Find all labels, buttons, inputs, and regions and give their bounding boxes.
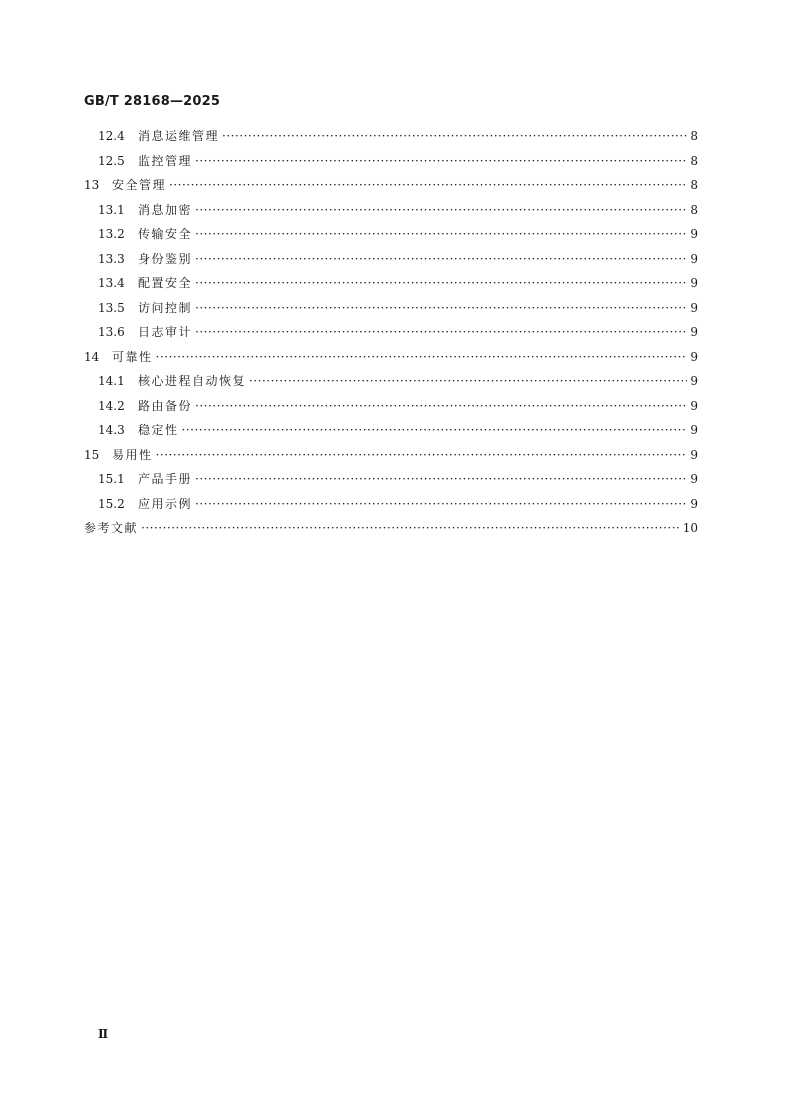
toc-entry-title: 稳定性 <box>138 423 179 437</box>
toc-entry-page: 9 <box>690 496 698 511</box>
toc-entry[interactable] <box>84 127 698 152</box>
toc-entry[interactable] <box>84 201 698 226</box>
toc-leader-dots <box>169 178 687 192</box>
toc-entry-number: 13.6 <box>98 325 125 339</box>
toc-entry-page: 9 <box>690 447 698 462</box>
toc-entry-page: 8 <box>690 178 698 192</box>
toc-entry[interactable] <box>84 519 698 544</box>
toc-leader-dots <box>156 448 687 462</box>
toc-entry-title: 参考文献 <box>84 521 139 535</box>
toc-entry-number: 15.2 <box>98 496 125 511</box>
toc-entry-number: 13.3 <box>98 251 125 266</box>
toc-entry[interactable] <box>84 421 698 446</box>
toc-entry-number: 15.1 <box>98 472 125 486</box>
toc-entry-page: 9 <box>690 472 698 486</box>
toc-entry[interactable] <box>84 323 698 348</box>
toc-entry[interactable] <box>84 348 698 373</box>
toc-entry[interactable] <box>84 250 698 275</box>
toc-entry[interactable] <box>84 152 698 177</box>
toc-entry-title: 应用示例 <box>138 496 193 511</box>
toc-entry[interactable] <box>84 225 698 250</box>
toc-entry[interactable] <box>84 299 698 324</box>
toc-entry-title: 身份鉴别 <box>138 251 193 266</box>
toc-entry-page: 9 <box>690 374 698 388</box>
toc-entry-title: 核心进程自动恢复 <box>138 374 247 388</box>
toc-entry-page: 9 <box>690 227 698 241</box>
toc-entry-title: 路由备份 <box>138 398 193 413</box>
toc-leader-dots <box>222 129 687 143</box>
toc-leader-dots <box>195 227 687 241</box>
page-number: Ⅱ <box>98 1027 109 1041</box>
toc-entry-number: 15 <box>84 447 100 462</box>
toc-entry[interactable] <box>84 446 698 471</box>
toc-entry-number: 14.1 <box>98 374 125 388</box>
toc-leader-dots <box>195 325 687 339</box>
toc-entry[interactable] <box>84 372 698 397</box>
toc-leader-dots <box>182 423 687 437</box>
toc-entry-title: 访问控制 <box>138 300 193 315</box>
toc-entry-title: 易用性 <box>112 447 153 462</box>
toc-entry-number: 14 <box>84 349 100 364</box>
toc-entry[interactable] <box>84 495 698 520</box>
toc-entry-page: 9 <box>690 398 698 413</box>
toc-leader-dots <box>141 521 680 535</box>
toc-entry[interactable] <box>84 274 698 299</box>
toc-entry-title: 日志审计 <box>138 325 193 339</box>
document-header: GB/T 28168—2025 <box>84 94 221 109</box>
toc-entry-page: 8 <box>690 202 698 217</box>
toc-entry-title: 产品手册 <box>138 472 193 486</box>
toc-entry-page: 8 <box>690 129 698 143</box>
toc-entry-number: 12.5 <box>98 153 125 168</box>
toc-entry[interactable] <box>84 397 698 422</box>
toc-leader-dots <box>195 399 687 413</box>
toc-entry-title: 消息运维管理 <box>138 129 220 143</box>
toc-entry-title: 传输安全 <box>138 227 193 241</box>
toc-entry-page: 9 <box>690 276 698 290</box>
toc-entry-page: 8 <box>690 153 698 168</box>
toc-entry-title: 可靠性 <box>112 349 153 364</box>
toc-entry[interactable] <box>84 470 698 495</box>
toc-entry-number: 13.2 <box>98 227 125 241</box>
toc-entry[interactable] <box>84 176 698 201</box>
toc-entry-title: 安全管理 <box>112 178 167 192</box>
toc-entry-page: 9 <box>690 423 698 437</box>
toc-entry-number: 14.3 <box>98 423 125 437</box>
toc-entry-title: 监控管理 <box>138 153 193 168</box>
toc-entry-page: 9 <box>690 325 698 339</box>
toc-leader-dots <box>195 203 687 217</box>
toc-leader-dots <box>195 497 687 511</box>
toc-leader-dots <box>249 374 687 388</box>
toc-entry-number: 13.1 <box>98 202 125 217</box>
toc-entry-page: 9 <box>690 300 698 315</box>
toc-entry-title: 配置安全 <box>138 276 193 290</box>
toc-leader-dots <box>195 301 687 315</box>
toc-entry-number: 13.4 <box>98 276 125 290</box>
toc-entry-number: 13.5 <box>98 300 125 315</box>
toc-entry-page: 9 <box>690 251 698 266</box>
toc-leader-dots <box>195 252 687 266</box>
toc-entry-number: 13 <box>84 178 100 192</box>
toc-entry-number: 12.4 <box>98 129 125 143</box>
toc-leader-dots <box>195 276 687 290</box>
toc-entry-title: 消息加密 <box>138 202 193 217</box>
toc-leader-dots <box>156 350 687 364</box>
table-of-contents <box>84 127 698 544</box>
toc-entry-page: 9 <box>690 349 698 364</box>
toc-leader-dots <box>195 472 687 486</box>
toc-leader-dots <box>195 154 687 168</box>
toc-entry-page: 10 <box>682 521 698 535</box>
toc-entry-number: 14.2 <box>98 398 125 413</box>
